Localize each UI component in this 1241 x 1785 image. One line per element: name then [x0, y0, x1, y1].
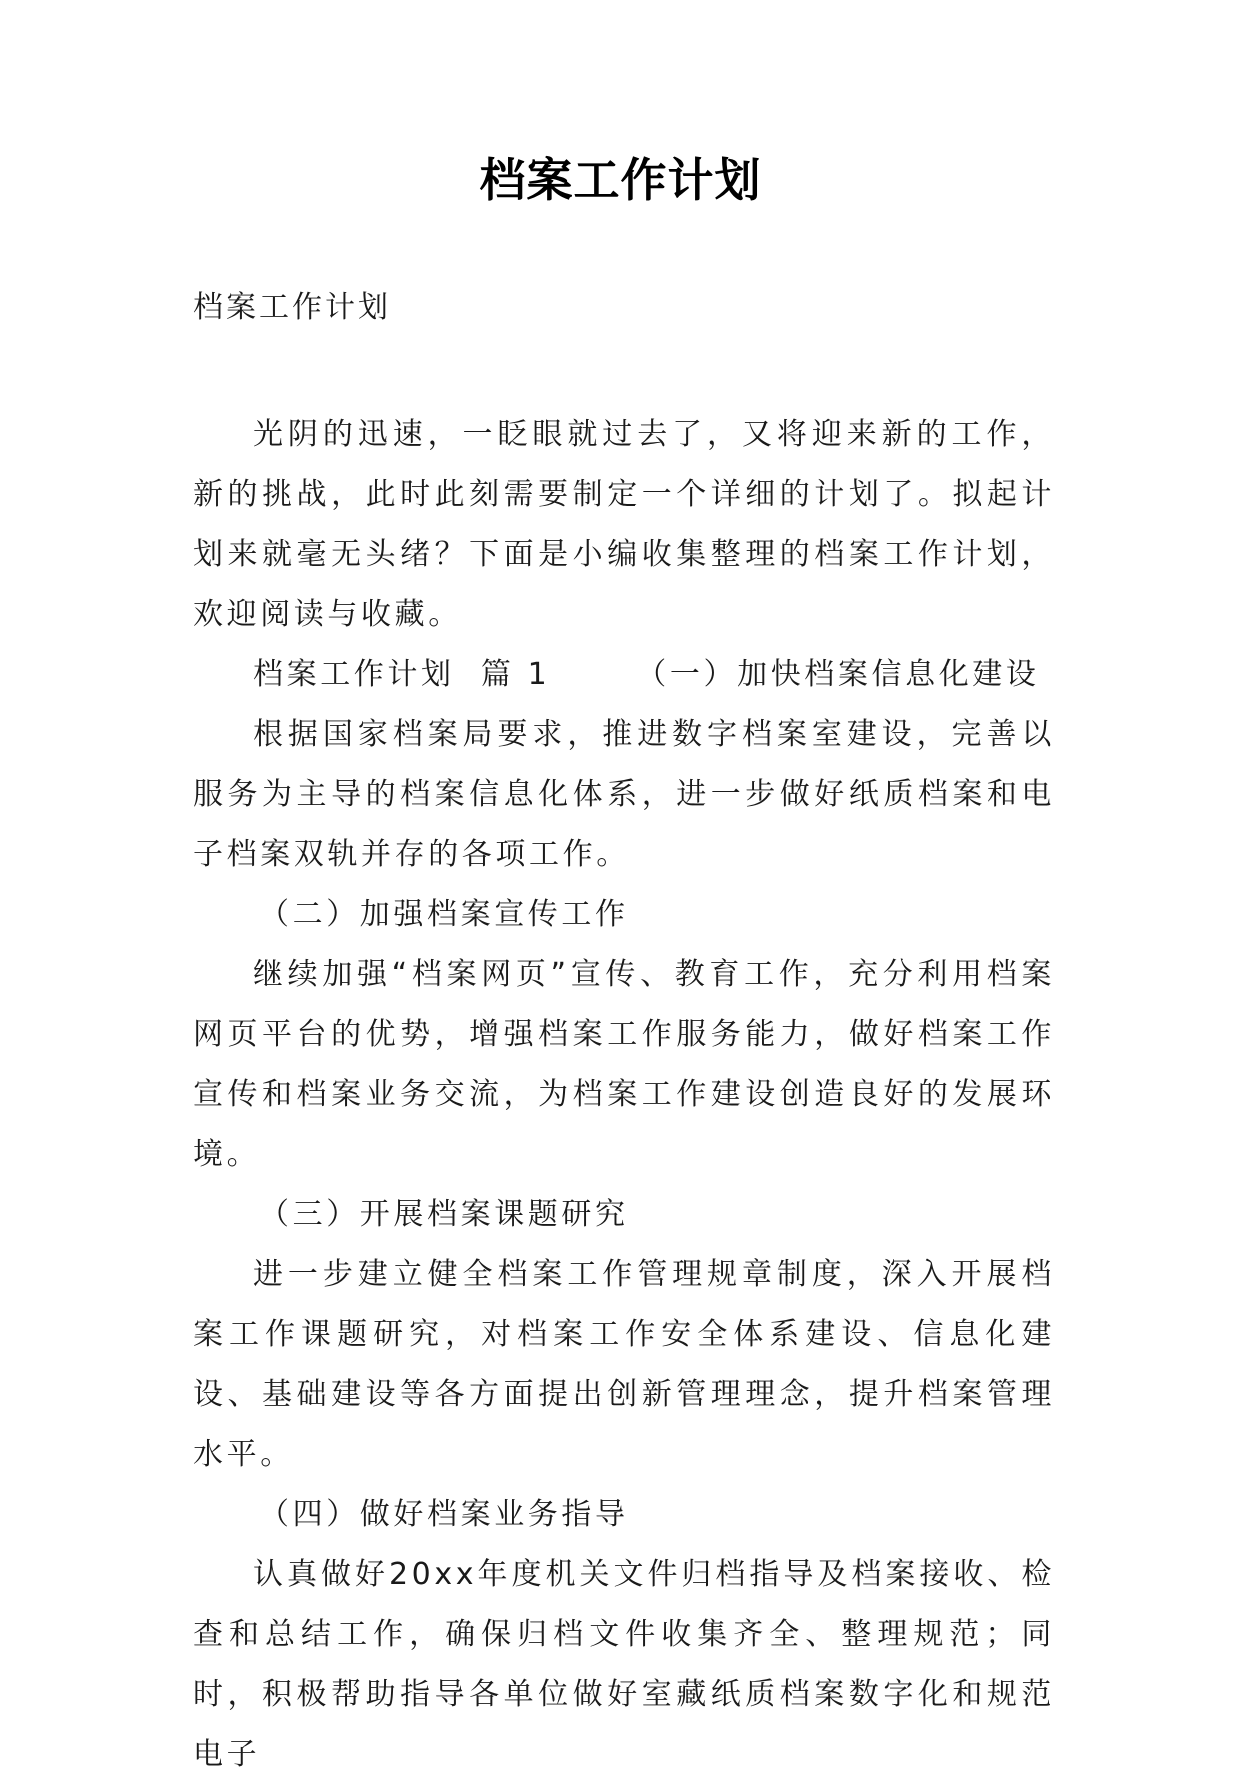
section-heading: （三）开展档案课题研究: [259, 1197, 629, 1232]
intro-paragraph: 光阴的迅速，一眨眼就过去了，又将迎来新的工作，新的挑战，此时此刻需要制定一个详细的计划了。拟起计划来就毫无头绪？下面是小编收集整理的档案工作计划，欢迎阅读与收藏。: [193, 417, 1055, 632]
part-heading-line: [193, 645, 1055, 705]
section-paragraph: 认真做好20xx年度机关文件归档指导及档案接收、检查和总结工作，确保归档文件收集齐全、整理规范；同时，积极帮助指导各单位做好室藏纸质档案数字化和规范电子: [193, 1557, 1055, 1772]
section-paragraph: 根据国家档案局要求，推进数字档案室建设，完善以服务为主导的档案信息化体系，进一步做好纸质档案和电子档案双轨并存的各项工作。: [193, 717, 1055, 872]
section-paragraph: 进一步建立健全档案工作管理规章制度，深入开展档案工作课题研究，对档案工作安全体系建设、信息化建设、基础建设等各方面提出创新管理理念，提升档案管理水平。: [193, 1257, 1055, 1472]
section-heading: （二）加强档案宣传工作: [259, 897, 629, 932]
section-heading: （一）加快档案信息化建设: [636, 657, 1040, 692]
document-body: [193, 405, 1055, 1785]
section-heading: （四）做好档案业务指导: [259, 1497, 629, 1532]
section-paragraph: 继续加强“档案网页”宣传、教育工作，充分利用档案网页平台的优势，增强档案工作服务能力，做好档案工作宣传和档案业务交流，为档案工作建设创造良好的发展环境。: [193, 957, 1055, 1172]
part-label: 档案工作计划 篇 1: [253, 657, 551, 692]
document-title: 档案工作计划: [479, 153, 762, 207]
document-subtitle: 档案工作计划: [193, 290, 391, 325]
